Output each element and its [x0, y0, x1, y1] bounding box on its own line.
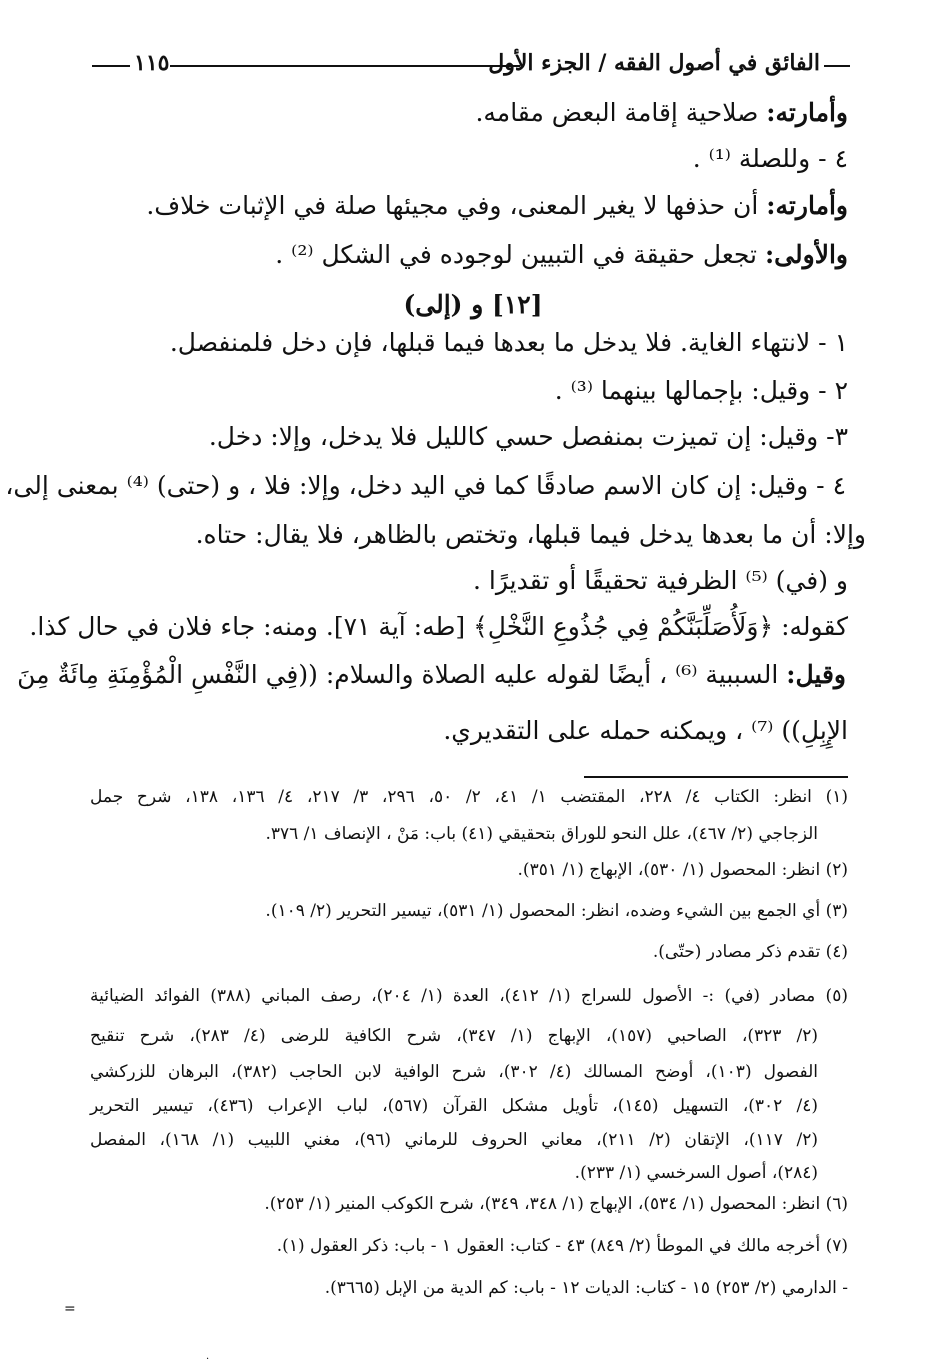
line-text: السببية ⁽⁶⁾ ، أيضًا لقوله عليه الصلاة والسلام: ((فِي النَّفْسِ الْمُؤْمِنَةِ مِائَةٌ مِنَ	[17, 660, 787, 689]
scan-speck: ·	[206, 1354, 210, 1365]
line-lead: والأولى:	[764, 240, 848, 269]
body-line	[693, 146, 848, 171]
line-lead: وأمارته:	[766, 191, 848, 220]
line-text: ٤ - وقيل: إن كان الاسم صادقًا كما في اليد دخل، وإلا: فلا ، و (حتى) ⁽⁴⁾ بمعنى إلى،	[5, 471, 846, 500]
header-rule-middle	[170, 65, 520, 67]
body-line	[475, 100, 848, 125]
margin-mark: =	[64, 1301, 76, 1317]
footnote-line: الزجاجي (٢/ ٤٦٧)، علل النحو للوراق بتحقيقي (٤١) باب: مَنْ ، الإنصاف ١/ ٣٧٦.	[265, 824, 818, 844]
footnote-line: (٣) أي الجمع بين الشيء وضده، انظر: المحصول (١/ ٥٣١)، تيسير التحرير (٢/ ١٠٩).	[265, 901, 848, 921]
body-line	[146, 193, 848, 218]
footnote-separator	[584, 776, 848, 778]
body-line	[473, 568, 848, 593]
footnote-line: الفصول (١٠٣)، أوضح المسالك (٤/ ٣٠٢)، شرح الوافية لابن الحاجب (٣٨٢)، البرهان للزركشي	[90, 1062, 818, 1082]
line-text: ١ - لانتهاء الغاية. فلا يدخل ما بعدها فيما قبلها، فإن دخل فلمنفصل.	[169, 328, 848, 357]
line-text: ٣- وقيل: إن تميزت بمنفصل حسي كالليل فلا يدخل، وإلا: دخل.	[208, 422, 848, 451]
running-title: الفائق في أصول الفقه / الجزء الأول	[488, 50, 820, 76]
footnote-line: (٤) تقدم ذكر مصادر (حتّى).	[652, 942, 848, 962]
header-rule-right	[824, 65, 850, 67]
page-number: ١١٥	[134, 50, 170, 76]
line-text: تجعل حقيقة في التبيين لوجوده في الشكل ⁽²⁾ .	[275, 240, 765, 269]
footnote-line: (٤/ ٣٠٢)، التسهيل (١٤٥)، تأويل مشكل القرآن (٥٦٧)، لباب الإعراب (٤٣٦)، تيسير التحرير	[90, 1096, 818, 1116]
line-text: وإلا: أن ما بعدها يدخل فيما قبلها، وتختص بالظاهر، فلا يقال: حتاه.	[195, 520, 866, 549]
line-text: ٤ - وللصلة ⁽¹⁾ .	[692, 144, 848, 173]
section-heading: [١٢] و (إلى)	[403, 290, 543, 319]
footnote-line: (١) انظر: الكتاب ٤/ ٢٢٨، المقتضب ١/ ٤١، ٢/ ٥٠، ٢٩٦، ٣/ ٢١٧، ٤/ ١٣٦، ١٣٨، شرح جمل	[90, 787, 848, 807]
body-line	[5, 471, 846, 500]
body-line	[170, 330, 848, 355]
line-lead: وأمارته:	[766, 98, 848, 127]
footnote-line: (٢/ ١١٧)، الإتقان (٢/ ٢١١)، معاني الحروف للرماني (٩٦)، مغني اللبيب (١/ ١٦٨)، المفصل	[90, 1130, 818, 1150]
footnote-line: (٢٨٤)، أصول السرخسي (١/ ٢٣٣).	[574, 1163, 818, 1183]
header-rule-left	[92, 65, 130, 67]
footnote-line: (٢/ ٣٢٣)، الصاحبي (١٥٧)، الإبهاج (١/ ٣٤٧)، شرح الكافية للرضى (٤/ ٢٨٣)، شرح تنقيح	[90, 1026, 819, 1046]
line-text: الإِبِلِ)) ⁽⁷⁾ ، ويمكنه حمله على التقديري.	[443, 716, 848, 745]
body-line	[275, 242, 848, 267]
line-lead: وقيل:	[786, 660, 846, 689]
line-text: كقوله: ﴿وَلَأُصَلِّبَنَّكُمْ فِي جُذُوعِ النَّخْلِ﴾ [طه: آية ٧١]. ومنه: جاء فلان في حال كذا.	[29, 612, 848, 641]
body-line	[443, 718, 848, 743]
line-text: و (في) ⁽⁵⁾ الظرفية تحقيقًا أو تقديرًا .	[472, 566, 848, 595]
line-text: ٢ - وقيل: بإجمالها بينهما ⁽³⁾ .	[554, 376, 848, 405]
body-line	[17, 660, 846, 689]
line-text: صلاحية إقامة البعض مقامه.	[475, 98, 767, 127]
running-header	[92, 50, 850, 80]
body-line	[209, 424, 848, 449]
body-line	[196, 522, 866, 547]
footnote-line: (٧) أخرجه مالك في الموطأ (٢/ ٨٤٩) ٤٣ - كتاب: العقول ١ - باب: ذكر العقول (١).	[276, 1236, 848, 1256]
footnote-line: (٥) مصادر (في) :- الأصول للسراج (١/ ٤١٢)، العدة (١/ ٢٠٤)، رصف المباني (٣٨٨) الفوائد الضيائية	[90, 986, 848, 1006]
footnote-line: (٦) انظر: المحصول (١/ ٥٣٤)، الإبهاج (١/ ٣٤٨، ٣٤٩)، شرح الكوكب المنير (١/ ٢٥٣).	[264, 1194, 848, 1214]
footnote-line: (٢) انظر: المحصول (١/ ٥٣٠)، الإبهاج (١/ ٣٥١).	[517, 860, 848, 880]
line-text: أن حذفها لا يغير المعنى، وفي مجيئها صلة في الإثبات خلاف.	[146, 191, 767, 220]
body-line	[555, 378, 848, 403]
footnote-line: - الدارمي (٢/ ٢٥٣) ١٥ - كتاب: الديات ١٢ - باب: كم الدية من الإبل (٣٦٦٥).	[324, 1278, 848, 1298]
body-line	[29, 614, 848, 639]
